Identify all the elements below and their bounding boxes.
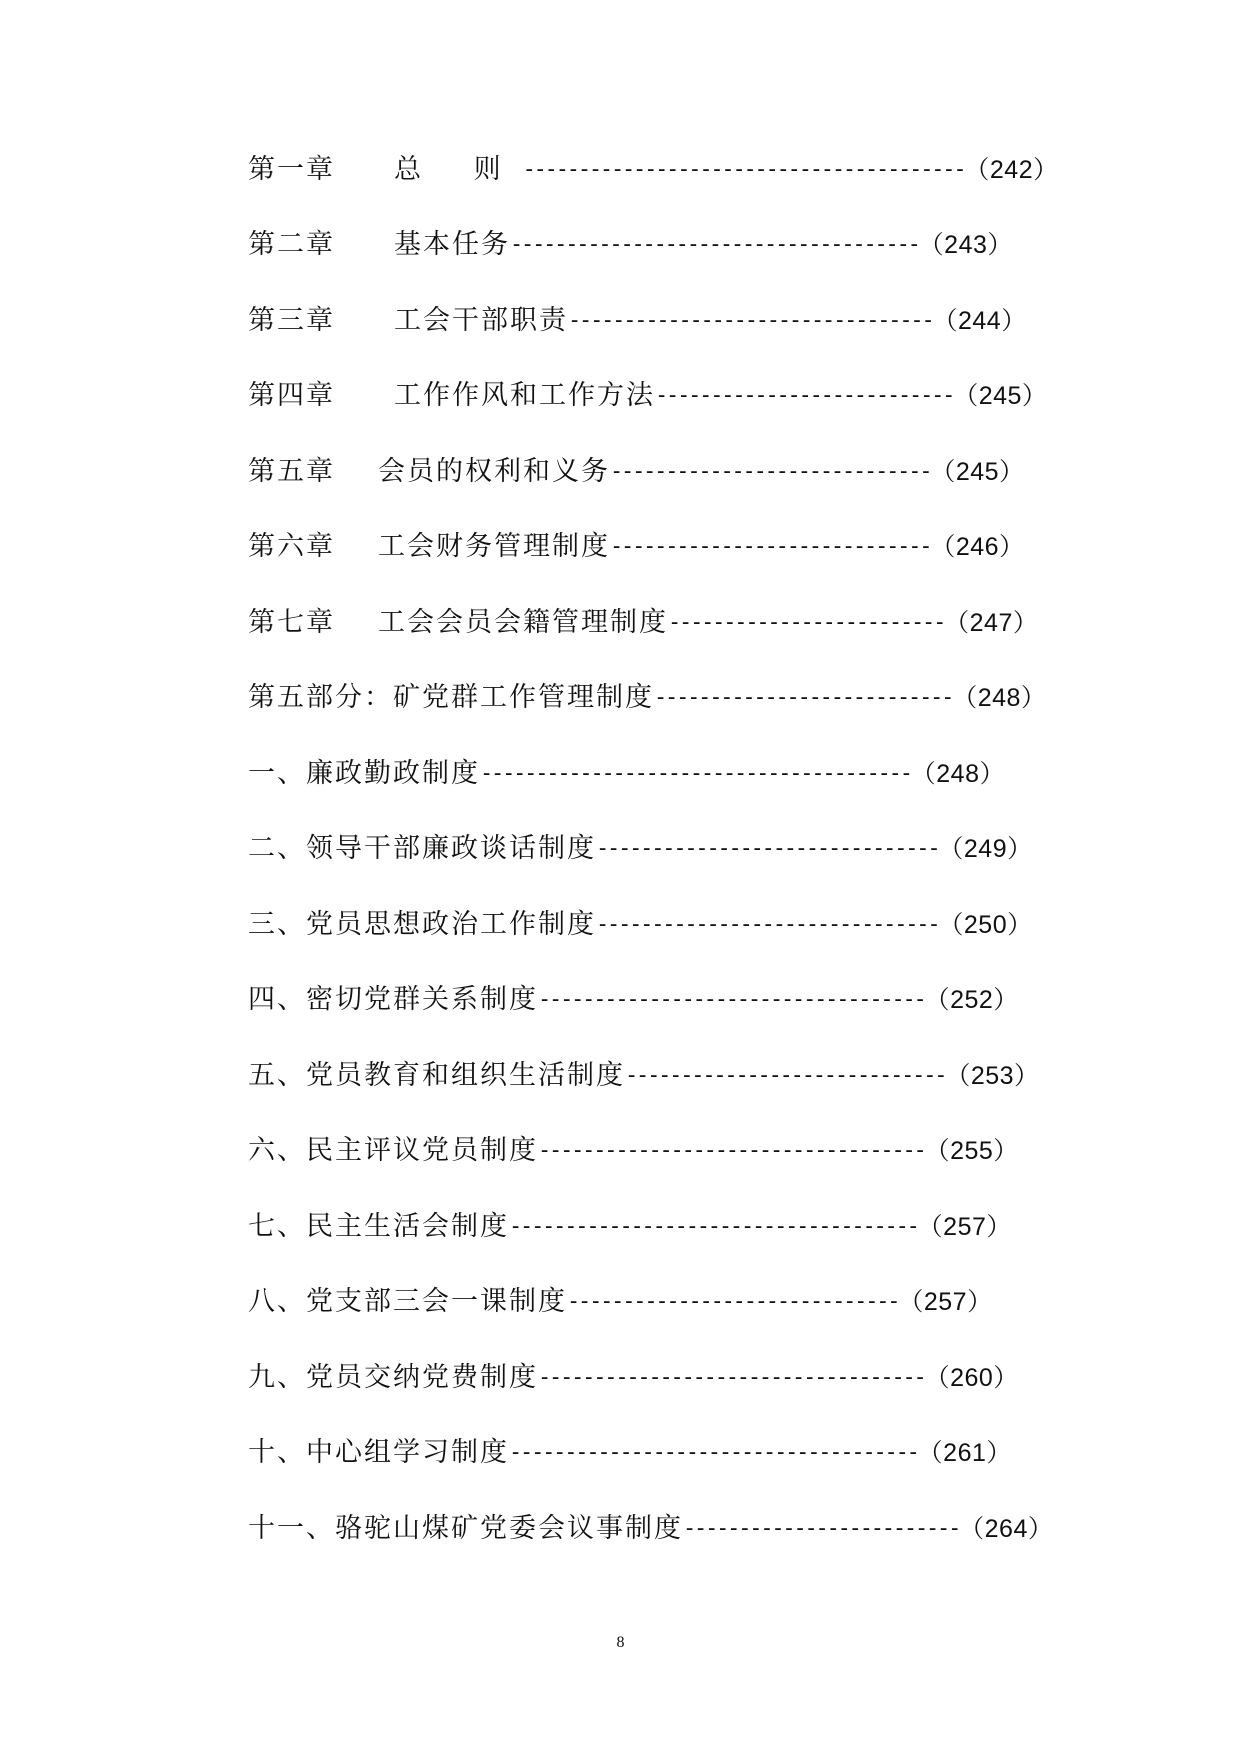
toc-entry-title: 九、党员交纳党费制度 [248, 1362, 538, 1393]
toc-leader: ----------------------------- [610, 459, 931, 484]
toc-leader: ----------------------------------- [538, 1365, 925, 1390]
toc-chapter-label: 第七章 [248, 607, 335, 638]
toc-entry [248, 754, 1005, 794]
toc-entry-title: 六、民主评议党员制度 [248, 1135, 538, 1166]
toc-leader: ---------------------------------------- [522, 157, 965, 182]
toc-leader: ----------------------------- [610, 534, 931, 559]
toc-leader: --------------------------- [654, 685, 953, 710]
toc-page-ref: （246） [930, 533, 1025, 561]
toc-chapter-label: 第六章 [248, 531, 335, 562]
toc-entry [248, 603, 1038, 643]
toc-entry [248, 678, 1046, 718]
toc-page-ref: （245） [930, 458, 1025, 486]
toc-page-ref: （247） [944, 609, 1039, 637]
toc-leader: ------------------------------------- [509, 1214, 918, 1239]
toc-entry [248, 1131, 1019, 1171]
toc-leader: ----------------------------- [625, 1063, 946, 1088]
toc-entry [248, 301, 1027, 341]
toc-entry-title: 工作作风和工作方法 [394, 380, 655, 411]
toc-page-ref: （260） [924, 1364, 1019, 1392]
toc-entry-title: 四、密切党群关系制度 [248, 984, 538, 1015]
toc-leader: ----------------------------------- [538, 987, 925, 1012]
toc-leader: --------------------------------- [568, 308, 933, 333]
toc-entry [248, 527, 1025, 567]
toc-entry [248, 829, 1033, 869]
toc-entry-title: 工会干部职责 [394, 305, 568, 336]
toc-entry [248, 1358, 1019, 1398]
toc-leader: --------------------------- [655, 383, 954, 408]
toc-leader: --------------------------------------- [480, 761, 911, 786]
toc-entry-title: 二、领导干部廉政谈话制度 [248, 833, 596, 864]
toc-page-ref: （253） [945, 1062, 1040, 1090]
toc-entry-title: 第五部分：矿党群工作管理制度 [248, 682, 654, 713]
toc-page-ref: （257） [898, 1288, 993, 1316]
toc-entry [248, 150, 1059, 190]
toc-entry-title: 工会会员会籍管理制度 [378, 607, 668, 638]
toc-entry [248, 376, 1047, 416]
toc-entry-title: 会员的权利和义务 [378, 456, 610, 487]
toc-leader: ------------------------------- [596, 836, 939, 861]
toc-entry [248, 452, 1025, 492]
toc-entry [248, 905, 1033, 945]
toc-entry-title: 七、民主生活会制度 [248, 1211, 509, 1242]
toc-chapter-label: 第三章 [248, 305, 335, 336]
toc-leader: ------------------------------- [596, 912, 939, 937]
toc-page-ref: （249） [938, 835, 1033, 863]
toc-leader: ------------------------- [683, 1516, 960, 1541]
toc-page-ref: （261） [917, 1439, 1012, 1467]
toc-entry [248, 1056, 1040, 1096]
toc-leader: ------------------------------------- [509, 1440, 918, 1465]
toc-chapter-label: 第四章 [248, 380, 335, 411]
toc-page-ref: （264） [959, 1515, 1054, 1543]
toc-page-ref: （252） [924, 986, 1019, 1014]
toc-page-ref: （248） [910, 760, 1005, 788]
toc-page-ref: （243） [918, 231, 1013, 259]
toc-entry-title: 十、中心组学习制度 [248, 1437, 509, 1468]
toc-chapter-label: 第一章 [248, 154, 335, 185]
toc-entry-title: 一、廉政勤政制度 [248, 758, 480, 789]
toc-page-ref: （245） [953, 382, 1048, 410]
toc-entry-title: 五、党员教育和组织生活制度 [248, 1060, 625, 1091]
toc-page-ref: （248） [952, 684, 1047, 712]
toc-page-ref: （244） [932, 307, 1027, 335]
toc-leader: ------------------------------------- [510, 232, 919, 257]
toc-entry [248, 1433, 1012, 1473]
toc-page-ref: （255） [924, 1137, 1019, 1165]
toc-chapter-label: 第二章 [248, 229, 335, 260]
toc-entry-title: 八、党支部三会一课制度 [248, 1286, 567, 1317]
toc-page-ref: （250） [938, 911, 1033, 939]
toc-leader: ------------------------- [668, 610, 945, 635]
toc-entry [248, 980, 1019, 1020]
toc-entry-title: 基本任务 [394, 229, 510, 260]
toc-entry [248, 1282, 993, 1322]
toc-entry-title: 三、党员思想政治工作制度 [248, 909, 596, 940]
toc-leader: ------------------------------ [567, 1289, 899, 1314]
toc-entry [248, 1509, 1053, 1549]
toc-entry-title: 工会财务管理制度 [378, 531, 610, 562]
toc-page-ref: （257） [917, 1213, 1012, 1241]
toc-page-ref: （242） [964, 156, 1059, 184]
toc-entry-title: 总 则 [394, 154, 523, 185]
toc-leader: ----------------------------------- [538, 1138, 925, 1163]
toc-entry [248, 225, 1013, 265]
toc-entry [248, 1207, 1012, 1247]
toc-chapter-label: 第五章 [248, 456, 335, 487]
page-number: 8 [616, 1634, 625, 1651]
toc-entry-title: 十一、骆驼山煤矿党委会议事制度 [248, 1513, 683, 1544]
